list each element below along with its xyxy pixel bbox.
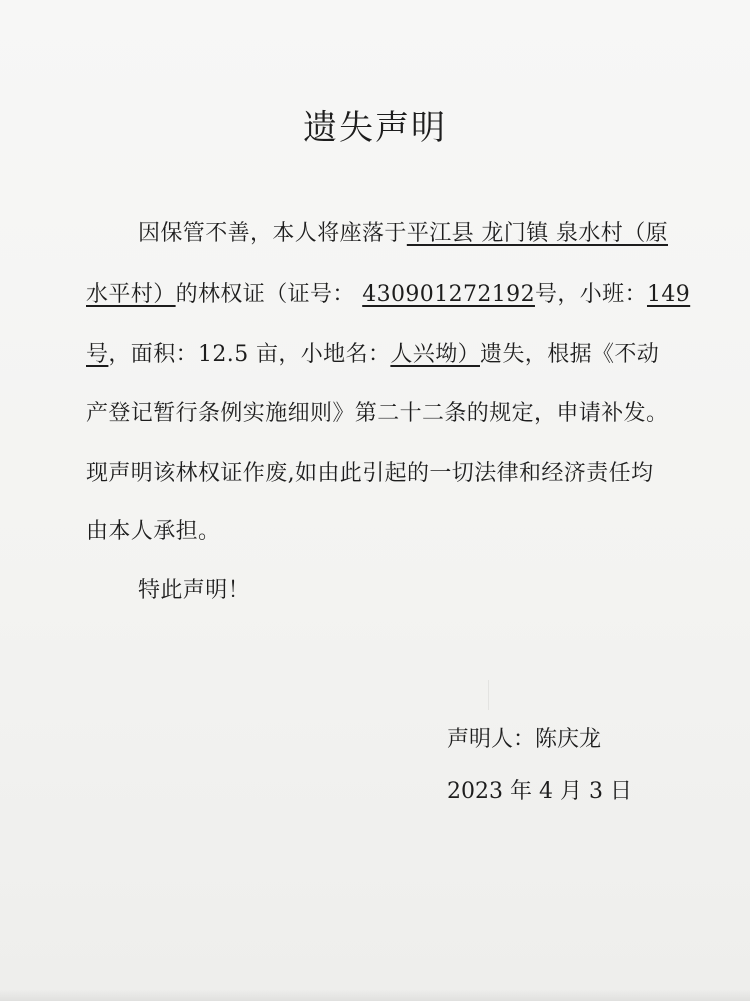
underlined-text: 人兴坳） [390, 342, 480, 367]
body-text: 由本人承担。 [86, 519, 221, 544]
paper-bottom-shadow [0, 989, 750, 1001]
body-text: 的林权证（证号： [175, 282, 363, 307]
underlined-text: 号 [86, 342, 109, 367]
body-text: ，面积：12.5 亩，小地名： [108, 342, 391, 367]
body-line [138, 576, 250, 606]
body-text: 特此声明！ [138, 578, 251, 603]
body-line [138, 219, 668, 249]
body-line [86, 399, 668, 429]
date-line: 2023 年 4 月 3 日 [447, 779, 632, 804]
body-line [86, 459, 653, 489]
body-line [86, 280, 690, 310]
body-text: 产登记暂行条例实施细则》第二十二条的规定，申请补发。 [86, 401, 669, 426]
underlined-text: 平江县 龙门镇 泉水村（原 [406, 221, 668, 246]
body-text: 遗失，根据《不动 [480, 342, 660, 367]
underlined-text: 149 [646, 282, 691, 307]
body-text: 现声明该林权证作废,如由此引起的一切法律和经济责任均 [86, 461, 654, 486]
body-line [86, 517, 220, 547]
underlined-text: 水平村） [86, 282, 176, 307]
signer-line: 声明人：陈庆龙 [447, 727, 602, 752]
paper-crease [488, 680, 489, 710]
body-line [86, 340, 659, 370]
document-title: 遗失声明 [303, 108, 447, 148]
body-text: 号，小班： [534, 282, 647, 307]
body-text: 因保管不善，本人将座落于 [138, 221, 407, 246]
underlined-text: 430901272192 [362, 282, 535, 307]
